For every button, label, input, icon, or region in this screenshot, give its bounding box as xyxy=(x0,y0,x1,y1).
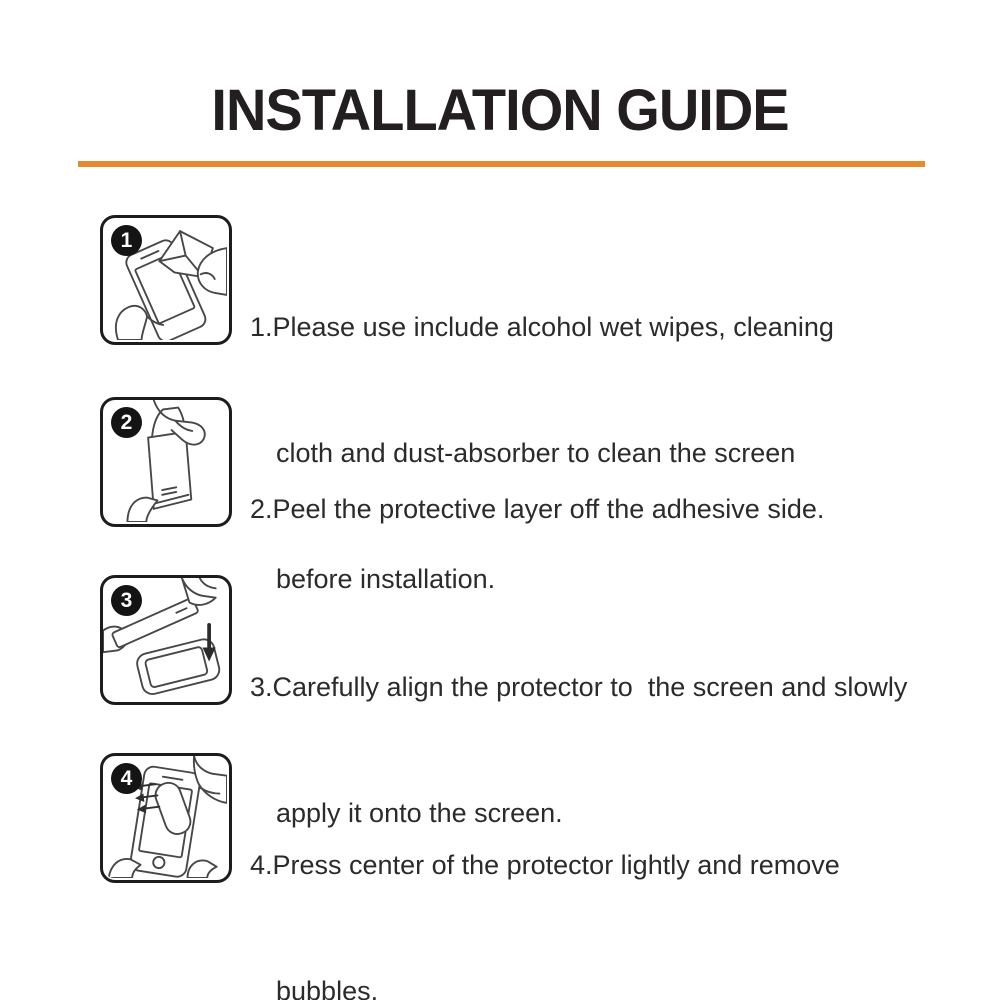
step-4 xyxy=(0,753,1000,1000)
step-text-line: cloth and dust-absorber to clean the screen xyxy=(276,438,796,468)
page-title: INSTALLATION GUIDE xyxy=(211,76,789,143)
step-4-text xyxy=(250,760,840,1000)
step-2-illustration-box xyxy=(100,397,232,527)
step-text-line: 3.Carefully align the protector to the screen and slowly xyxy=(250,672,908,702)
step-3 xyxy=(0,575,1000,828)
step-text-line: 1.Please use include alcohol wet wipes, cleaning xyxy=(250,312,834,342)
step-text-line: before installation. xyxy=(276,564,496,594)
step-1-illustration-box xyxy=(100,215,232,345)
step-3-illustration-box xyxy=(100,575,232,705)
step-text-line: 4.Press center of the protector lightly and remove xyxy=(250,850,840,880)
step-4-number-badge: 4 xyxy=(111,763,142,794)
step-text-line: bubbles. xyxy=(276,976,379,1000)
step-1-number-badge: 1 xyxy=(111,225,142,256)
step-2-number-badge: 2 xyxy=(111,407,142,438)
step-text-line: apply it onto the screen. xyxy=(276,798,563,828)
step-4-illustration-box xyxy=(100,753,232,883)
step-3-number-badge: 3 xyxy=(111,585,142,616)
accent-divider xyxy=(78,161,925,167)
step-2 xyxy=(0,397,1000,537)
step-text-line: 2.Peel the protective layer off the adhesive side. xyxy=(250,494,825,524)
